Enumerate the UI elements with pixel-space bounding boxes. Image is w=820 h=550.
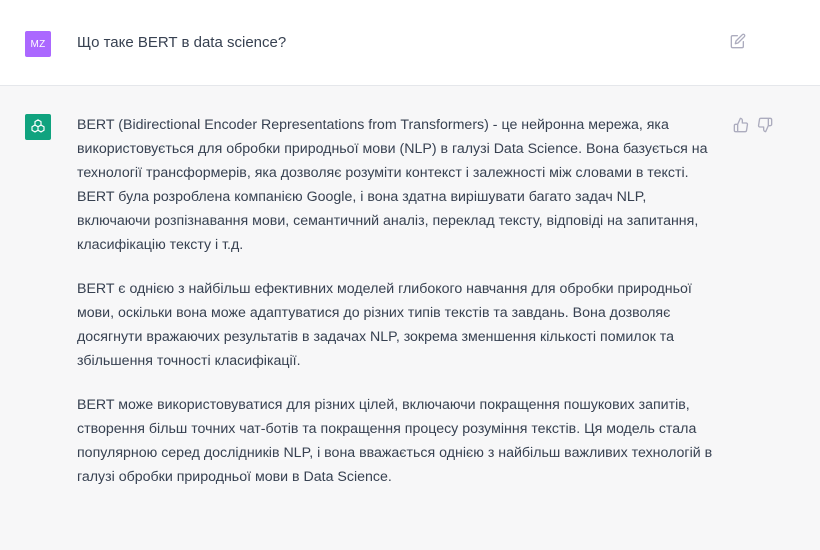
user-avatar-initials: MZ <box>30 38 46 50</box>
user-message-row <box>0 0 820 86</box>
thumbs-up-icon[interactable] <box>733 117 749 133</box>
thumbs-down-icon[interactable] <box>757 117 773 133</box>
assistant-paragraph-3: BERT може використовуватися для різних цілей, включаючи покращення пошукових запитів, створення більш точних чат-ботів та покращення процесу розуміння текстів. Ця модель стала популярною серед дослідників NLP, і вона вважається однією з найбільш важливих технологій в галузі обробки природньої мови в Data Science. <box>77 397 713 485</box>
assistant-paragraph-2: BERT є однією з найбільш ефективних моделей глибокого навчання для обробки природньої мови, оскільки вона може адаптуватися до різних типів текстів та завдань. Вона дозволяє досягнути вражаючих результатів в задачах NLP, зокрема зменшення кількості помилок та збільшення точності класифікації. <box>77 281 692 369</box>
user-avatar <box>25 31 51 57</box>
assistant-paragraph-1: BERT (Bidirectional Encoder Representations from Transformers) - це нейронна мережа, яка використовується для обробки природньої мови (NLP) в галузі Data Science. Вона базується на технології трансформерів, яка дозволяє розуміти контекст і залежності між словами в тексті. BERT була розроблена компанією Google, і вона здатна вирішувати багато задач NLP, включаючи розпізнавання мови, семантичний аналіз, переклад тексту, відповіді на запитання, класифікацію тексту і т.д. <box>77 117 708 253</box>
edit-icon[interactable] <box>730 33 746 49</box>
assistant-message-row <box>0 86 820 550</box>
user-message-text: Що таке BERT в data science? <box>77 34 287 51</box>
openai-logo-icon <box>25 114 51 140</box>
assistant-message-content <box>77 113 717 509</box>
